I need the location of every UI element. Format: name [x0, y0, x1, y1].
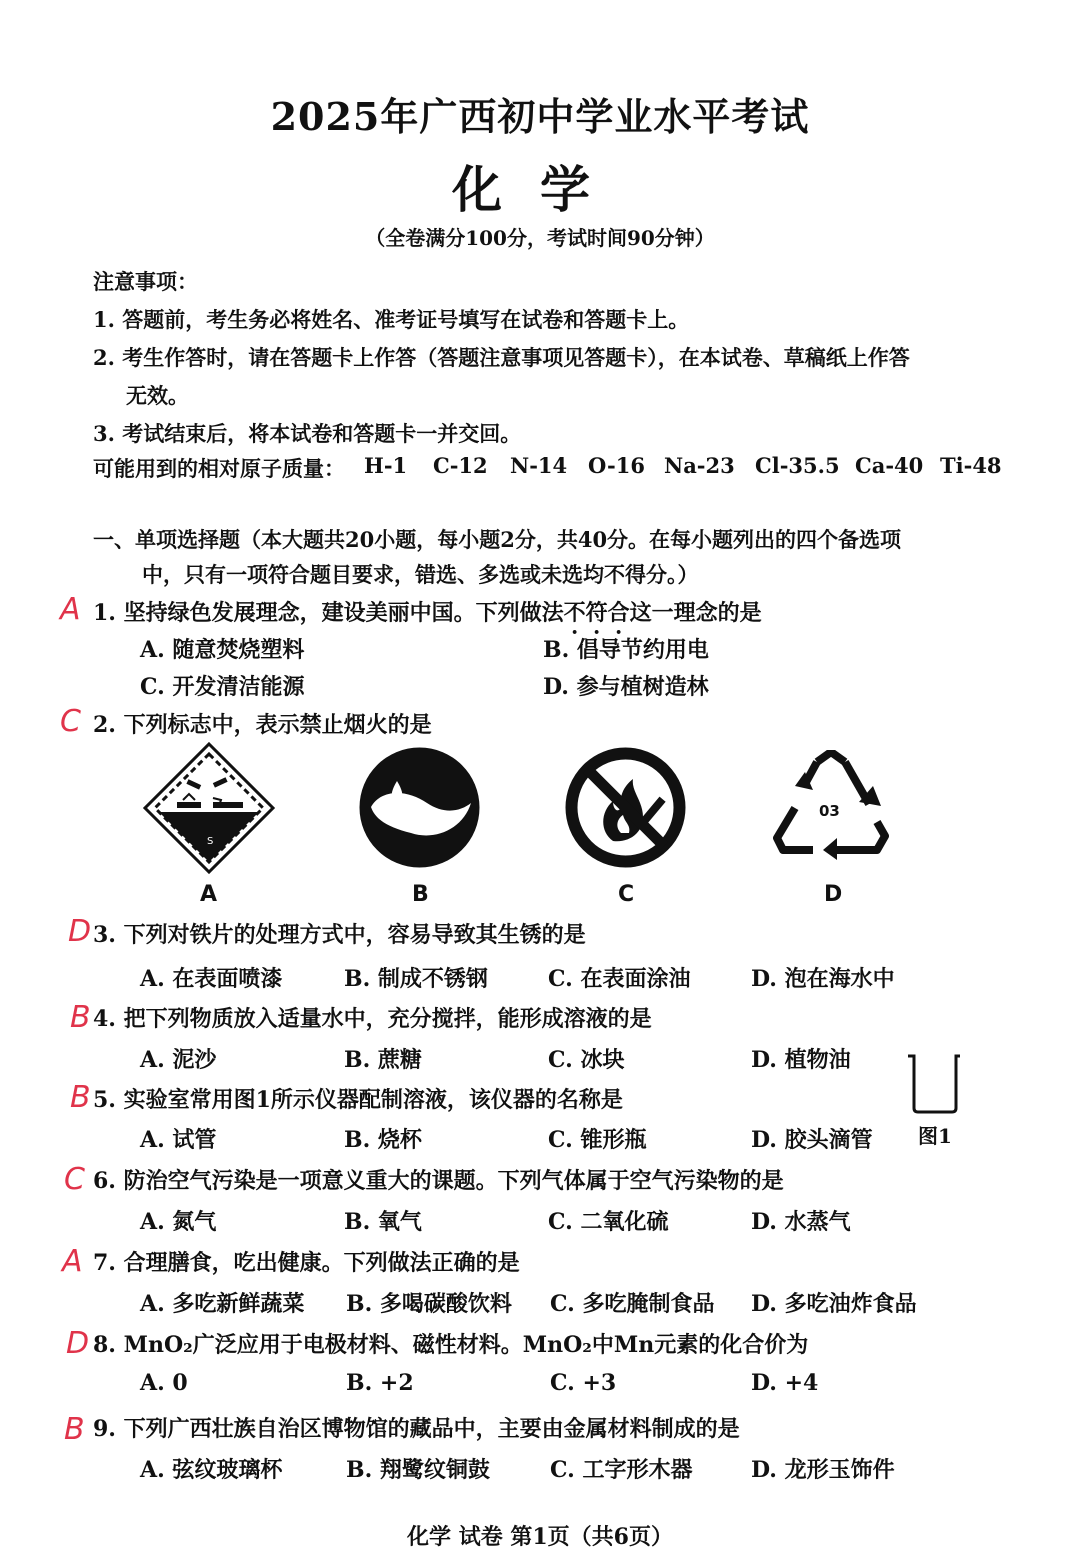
atomic-mass-label: 可能用到的相对原子质量： — [93, 456, 345, 481]
answer-mark-q4: B — [70, 1000, 91, 1035]
answer-mark-q1: A — [60, 592, 81, 627]
q6-option-a: A. 氮气 — [140, 1209, 217, 1235]
answer-mark-q9: B — [64, 1412, 85, 1447]
q3-option-c: C. 在表面涂油 — [548, 966, 691, 992]
question-8-stem: 8. MnO₂广泛应用于电极材料、磁性材料。MnO₂中Mn元素的化合价为 — [93, 1332, 809, 1358]
answer-mark-q8: D — [66, 1326, 90, 1361]
atomic-mass-ca: Ca-40 — [855, 453, 924, 478]
q9-option-c: C. 工字形木器 — [550, 1457, 693, 1483]
exam-info: （全卷满分100分，考试时间90分钟） — [365, 226, 715, 250]
notice-item-3: 3. 考试结束后，将本试卷和答题卡一并交回。 — [93, 421, 522, 446]
question-9-stem: 9. 下列广西壮族自治区博物馆的藏品中，主要由金属材料制成的是 — [93, 1416, 740, 1442]
q8-option-c: C. +3 — [550, 1370, 617, 1396]
question-1-stem: 1. 坚持绿色发展理念，建设美丽中国。下列做法不符合这一理念的是 — [93, 600, 762, 626]
atomic-mass-o: O-16 — [588, 453, 646, 478]
q2-figure-label-b: B — [412, 882, 429, 907]
q8-option-d: D. +4 — [751, 1370, 819, 1396]
question-2-stem: 2. 下列标志中，表示禁止烟火的是 — [93, 712, 432, 738]
answer-mark-q7: A — [62, 1244, 83, 1279]
page-footer: 化学 试卷 第1页（共6页） — [407, 1524, 673, 1550]
q3-option-a: A. 在表面喷漆 — [140, 966, 283, 992]
answer-mark-q2: C — [60, 704, 81, 739]
q1-option-c: C. 开发清洁能源 — [140, 674, 305, 700]
atomic-mass-h: H-1 — [364, 453, 408, 478]
q8-option-a: A. 0 — [140, 1370, 188, 1396]
q7-option-d: D. 多吃油炸食品 — [751, 1291, 917, 1317]
q7-option-c: C. 多吃腌制食品 — [550, 1291, 715, 1317]
q9-option-b: B. 翔鹭纹铜鼓 — [346, 1457, 490, 1483]
beaker-icon — [906, 1052, 962, 1114]
atomic-mass-na: Na-23 — [664, 453, 735, 478]
q8-option-b: B. +2 — [346, 1370, 414, 1396]
section-heading-line2: 中，只有一项符合题目要求，错选、多选或未选均不得分。） — [142, 562, 699, 587]
q4-option-a: A. 泥沙 — [140, 1047, 217, 1073]
q4-option-b: B. 蔗糖 — [344, 1047, 422, 1073]
q6-option-b: B. 氧气 — [344, 1209, 422, 1235]
circle-sign-icon — [357, 745, 482, 870]
q5-option-d: D. 胶头滴管 — [751, 1127, 873, 1153]
exam-title: 2025年广西初中学业水平考试 — [270, 94, 810, 139]
q9-option-a: A. 弦纹玻璃杯 — [140, 1457, 283, 1483]
q2-figure-label-a: A — [200, 882, 218, 907]
atomic-mass-c: C-12 — [433, 453, 488, 478]
q2-figure-label-c: C — [618, 882, 635, 907]
question-3-stem: 3. 下列对铁片的处理方式中，容易导致其生锈的是 — [93, 922, 586, 948]
section-heading-line1: 一、单项选择题（本大题共20小题，每小题2分，共40分。在每小题列出的四个备选项 — [93, 527, 902, 552]
q5-option-a: A. 试管 — [140, 1127, 217, 1153]
question-5-stem: 5. 实验室常用图1所示仪器配制溶液，该仪器的名称是 — [93, 1087, 623, 1113]
q1-option-a: A. 随意焚烧塑料 — [140, 637, 305, 663]
recycle-code: 03 — [819, 802, 840, 820]
question-6-stem: 6. 防治空气污染是一项意义重大的课题。下列气体属于空气污染物的是 — [93, 1168, 784, 1194]
q9-option-d: D. 龙形玉饰件 — [751, 1457, 895, 1483]
notice-item-1: 1. 答题前，考生务必将姓名、准考证号填写在试卷和答题卡上。 — [93, 307, 690, 332]
q3-option-d: D. 泡在海水中 — [751, 966, 895, 992]
answer-mark-q3: D — [68, 914, 92, 949]
q5-option-c: C. 锥形瓶 — [548, 1127, 647, 1153]
q6-option-d: D. 水蒸气 — [751, 1209, 851, 1235]
hazard-letter: S — [207, 836, 214, 847]
atomic-mass-cl: Cl-35.5 — [755, 453, 840, 478]
no-fire-sign-icon — [563, 745, 688, 870]
q1-option-d: D. 参与植树造林 — [543, 674, 709, 700]
answer-mark-q6: C — [64, 1162, 85, 1197]
q6-option-c: C. 二氧化硫 — [548, 1209, 669, 1235]
q3-option-b: B. 制成不锈钢 — [344, 966, 488, 992]
figure-1-caption: 图1 — [918, 1124, 952, 1148]
question-7-stem: 7. 合理膳食，吃出健康。下列做法正确的是 — [93, 1250, 520, 1276]
notice-item-2: 2. 考生作答时，请在答题卡上作答（答题注意事项见答题卡），在本试卷、草稿纸上作答 — [93, 345, 910, 370]
atomic-mass-ti: Ti-48 — [940, 453, 1002, 478]
answer-mark-q5: B — [70, 1080, 91, 1115]
q7-option-b: B. 多喝碳酸饮料 — [346, 1291, 512, 1317]
q7-option-a: A. 多吃新鲜蔬菜 — [140, 1291, 305, 1317]
q5-option-b: B. 烧杯 — [344, 1127, 422, 1153]
q4-option-c: C. 冰块 — [548, 1047, 625, 1073]
atomic-mass-n: N-14 — [510, 453, 568, 478]
q1-option-b: B. 倡导节约用电 — [543, 637, 709, 663]
q2-figure-label-d: D — [824, 882, 843, 907]
corrosive-sign-icon — [143, 742, 275, 874]
question-4-stem: 4. 把下列物质放入适量水中，充分搅拌，能形成溶液的是 — [93, 1006, 652, 1032]
recycle-sign-icon — [773, 750, 889, 862]
notice-item-2-cont: 无效。 — [126, 383, 189, 408]
notice-heading: 注意事项： — [93, 269, 198, 294]
q4-option-d: D. 植物油 — [751, 1047, 851, 1073]
subject-title: 化学 — [452, 160, 628, 219]
